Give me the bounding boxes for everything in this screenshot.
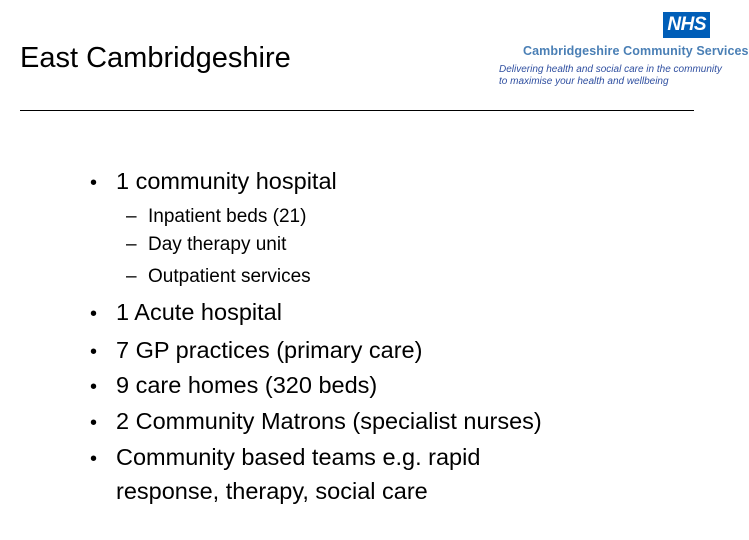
bullet-marker: • [90, 172, 98, 194]
nhs-logo: NHS [663, 12, 710, 38]
list-item-continuation: response, therapy, social care [116, 478, 428, 504]
bullet-marker: • [90, 303, 98, 325]
tagline-line-2: to maximise your health and wellbeing [499, 76, 669, 87]
list-item [90, 441, 480, 475]
list-item-text: 2 Community Matrons (specialist nurses) [116, 408, 542, 434]
list-item [90, 296, 282, 330]
sub-bullet-marker: – [126, 206, 137, 227]
sub-bullet-marker: – [126, 234, 137, 255]
bullet-marker: • [90, 448, 98, 470]
list-item [90, 165, 337, 199]
list-item [90, 334, 422, 368]
bullet-marker: • [90, 341, 98, 363]
sub-list-item-text: Inpatient beds (21) [148, 206, 307, 227]
sub-list-item-text: Day therapy unit [148, 234, 287, 255]
tagline-line-1: Delivering health and social care in the community [499, 64, 722, 75]
bullet-marker: • [90, 412, 98, 434]
organisation-tagline [499, 64, 722, 88]
title-divider [20, 110, 694, 111]
list-item-text: 7 GP practices (primary care) [116, 337, 423, 363]
list-item-text: 9 care homes (320 beds) [116, 372, 378, 398]
sub-bullet-marker: – [126, 266, 137, 287]
list-item-text: 1 Acute hospital [116, 299, 282, 325]
list-item [90, 405, 542, 439]
sub-list-item [126, 229, 286, 261]
bullet-marker: • [90, 376, 98, 398]
logo-block [495, 12, 749, 92]
list-item-text: 1 community hospital [116, 168, 337, 194]
sub-list-item [126, 261, 311, 293]
list-item [90, 369, 377, 403]
page-title: East Cambridgeshire [20, 42, 291, 74]
organisation-name: Cambridgeshire Community Services [523, 44, 749, 58]
list-item-text: Community based teams e.g. rapid [116, 444, 481, 470]
sub-list-item-text: Outpatient services [148, 266, 311, 287]
